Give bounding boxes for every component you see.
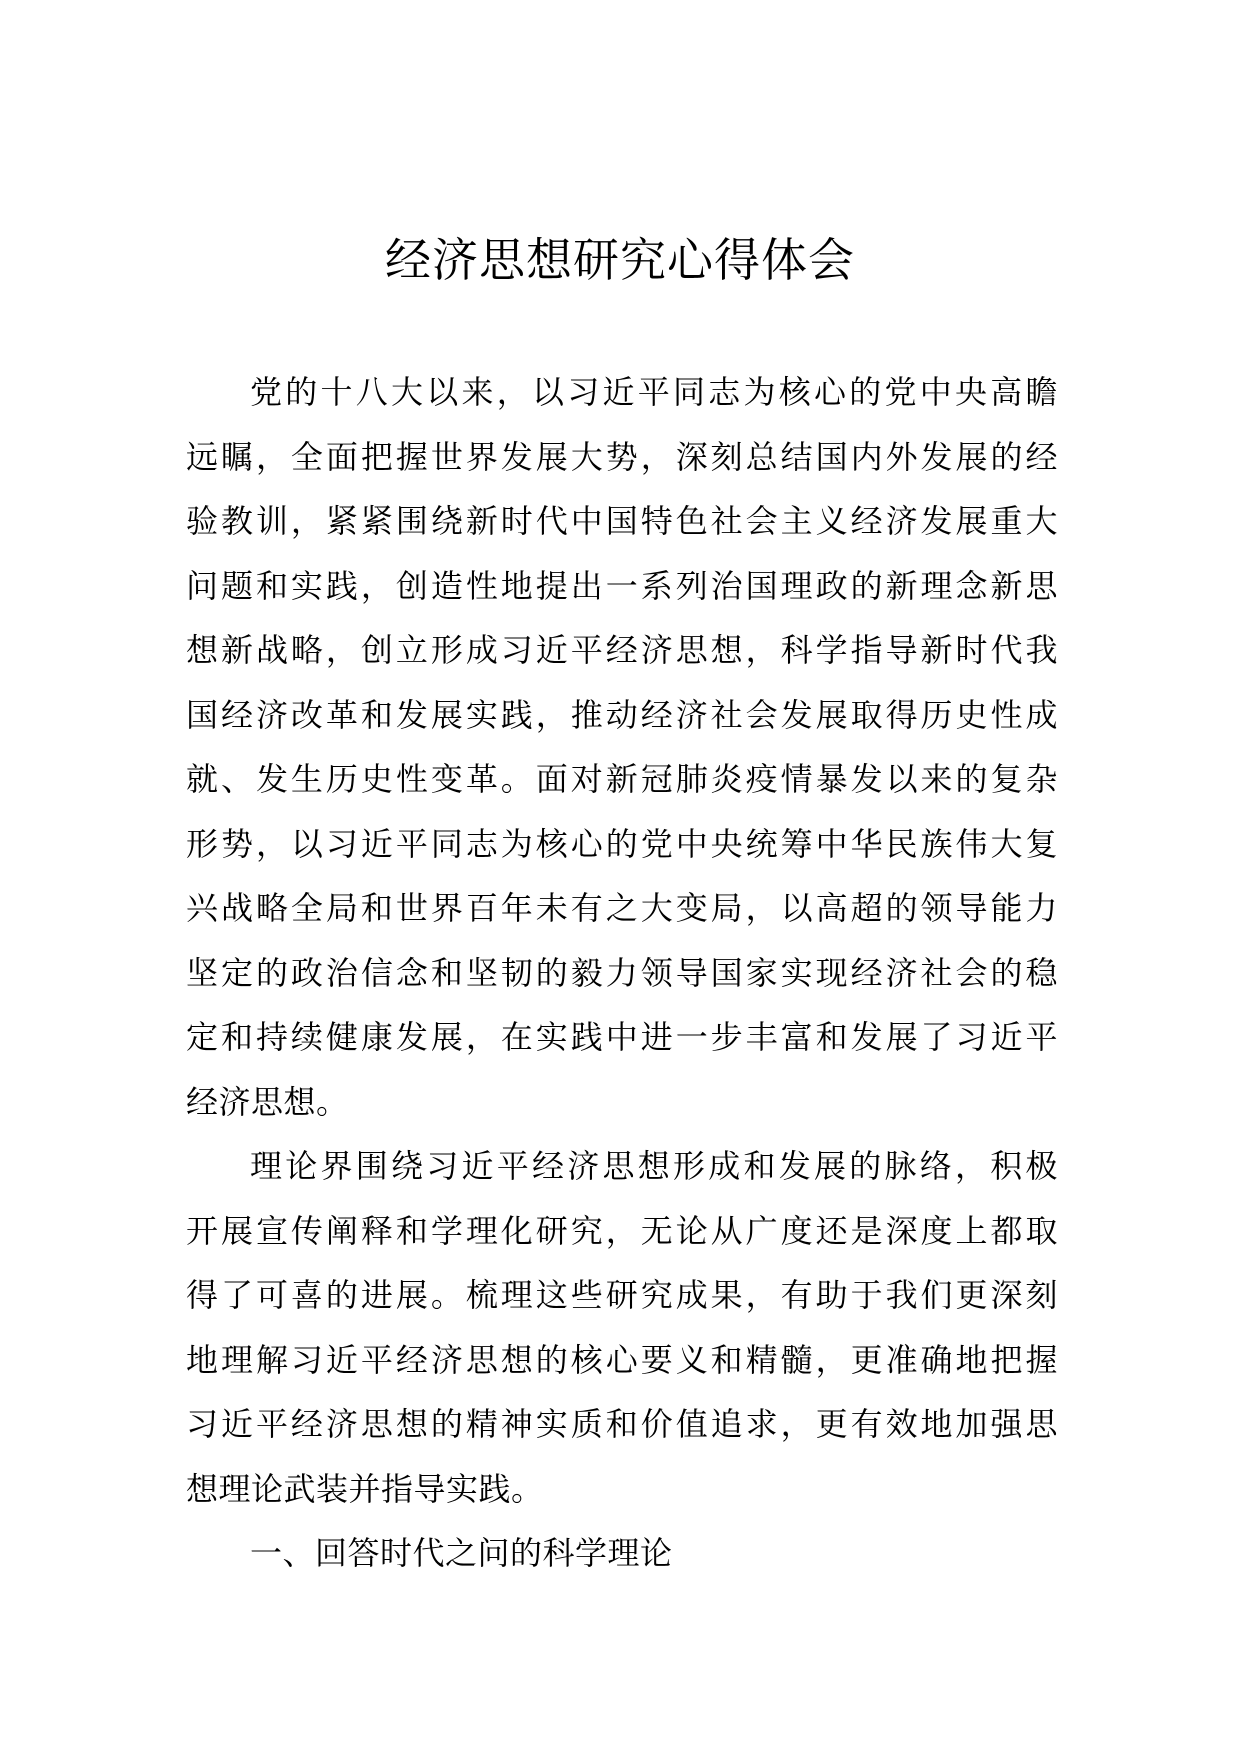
paragraph-line: 验教训，紧紧围绕新时代中国特色社会主义经济发展重大 [186, 502, 1058, 540]
paragraph-line: 地理解习近平经济思想的核心要义和精髓，更准确地把握 [186, 1340, 1058, 1379]
paragraph-line: 党的十八大以来，以习近平同志为核心的党中央高瞻 [250, 373, 1058, 411]
paragraph-line: 习近平经济思想的精神实质和价值追求，更有效地加强思 [186, 1405, 1058, 1443]
paragraph-line: 问题和实践，创造性地提出一系列治国理政的新理念新思 [186, 566, 1058, 605]
paragraph-line: 开展宣传阐释和学理化研究，无论从广度还是深度上都取 [186, 1211, 1058, 1250]
paragraph-line: 远瞩，全面把握世界发展大势，深刻总结国内外发展的经 [186, 437, 1058, 476]
paragraph-line: 坚定的政治信念和坚韧的毅力领导国家实现经济社会的稳 [186, 953, 1058, 992]
document-body [186, 360, 1058, 1586]
paragraph-line: 就、发生历史性变革。面对新冠肺炎疫情暴发以来的复杂 [186, 760, 1058, 798]
paragraph-2 [186, 1134, 1058, 1521]
section-heading: 一、回答时代之问的科学理论 [250, 1534, 673, 1572]
paragraph-line: 得了可喜的进展。梳理这些研究成果，有助于我们更深刻 [186, 1276, 1058, 1314]
paragraph-1 [186, 360, 1058, 1134]
paragraph-line: 定和持续健康发展，在实践中进一步丰富和发展了习近平 [186, 1018, 1058, 1056]
paragraph-line: 形势，以习近平同志为核心的党中央统筹中华民族伟大复 [186, 824, 1058, 863]
paragraph-line: 兴战略全局和世界百年未有之大变局，以高超的领导能力 [186, 889, 1058, 927]
paragraph-line: 想新战略，创立形成习近平经济思想，科学指导新时代我 [186, 631, 1058, 669]
document-title: 经济思想研究心得体会 [385, 233, 855, 287]
paragraph-line: 国经济改革和发展实践，推动经济社会发展取得历史性成 [186, 695, 1058, 734]
paragraph-line: 想理论武装并指导实践。 [186, 1469, 544, 1508]
paragraph-line: 经济思想。 [186, 1082, 349, 1121]
paragraph-line: 理论界围绕习近平经济思想形成和发展的脉络，积极 [250, 1147, 1058, 1185]
